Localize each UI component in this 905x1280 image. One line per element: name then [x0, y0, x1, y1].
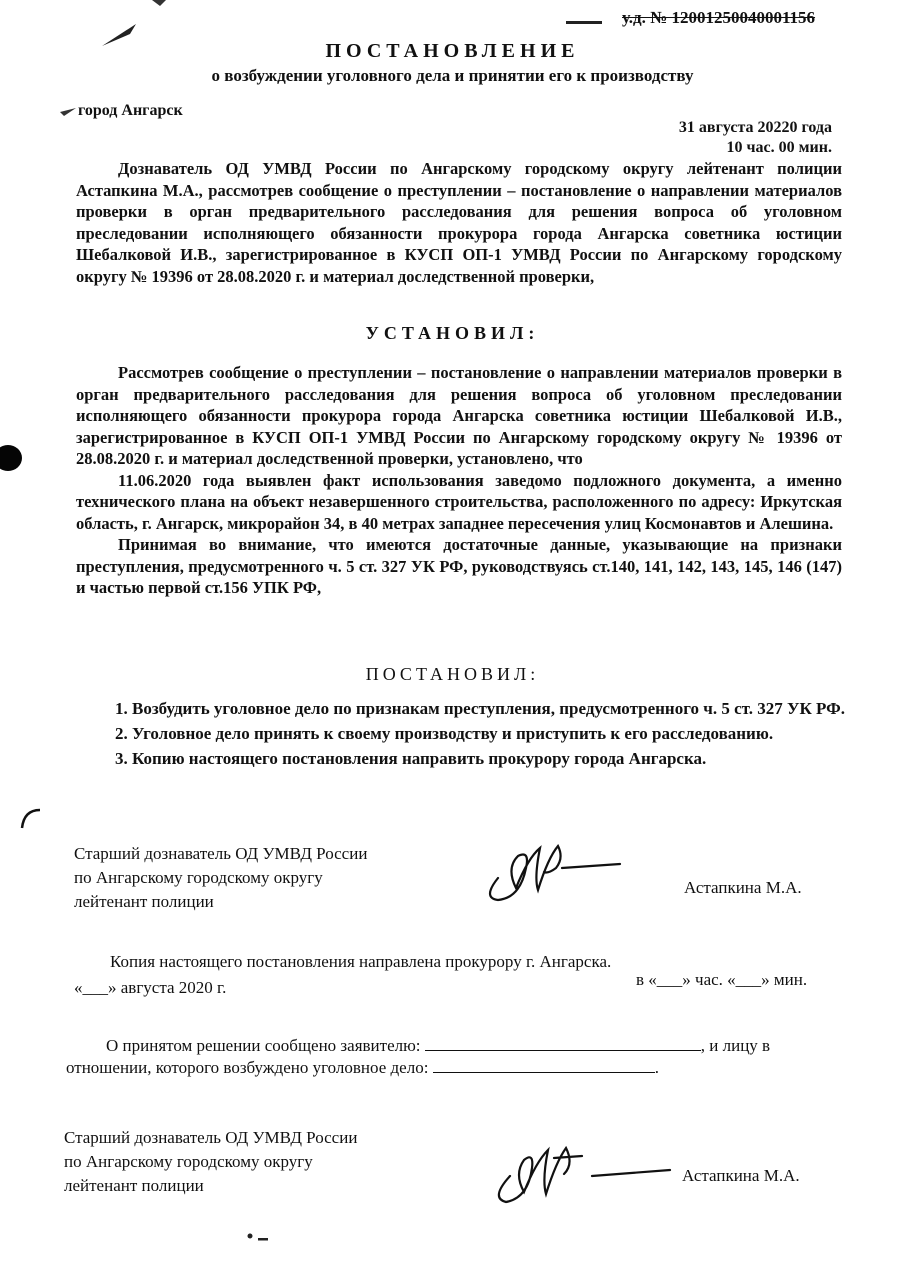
signer-position: Старший дознаватель ОД УМВД России — [64, 1128, 358, 1147]
copy-notice: Копия настоящего постановления направлена прокурору г. Ангарска. — [110, 952, 612, 971]
resolved-item: 2. Уголовное дело принять к своему производству и приступить к его расследованию. — [132, 723, 872, 745]
handwritten-signature-2 — [484, 1140, 674, 1210]
notice-text: отношении, которого возбуждено уголовное дело: — [66, 1058, 429, 1077]
person-blank — [433, 1058, 655, 1073]
signer-position: лейтенант полиции — [64, 1176, 204, 1195]
intro-paragraph: Дознаватель ОД УМВД России по Ангарскому городскому округу лейтенант полиции Астапкина М.А., рассмотрев сообщение о преступлении – постановление о направлении материалов проверки в орган предварительного расследования для решения вопроса об уголовном преследовании исполняющего обязанности прокурора города Ангарска советника юстиции Шебалковой И.В., зарегистрированное в КУСП ОП-1 УМВД России по Ангарскому городскому округу № 19396 от 28.08.2020 г. и материал доследственной проверки, — [76, 159, 842, 286]
scan-mark-dash — [566, 20, 606, 26]
notice-line-1 — [106, 1034, 846, 1058]
established-paragraph: Рассмотрев сообщение о преступлении – постановление о направлении материалов проверки в орган предварительного расследования для решения вопроса об уголовном преследовании исполняющего обязанности прокурора города Ангарска советника юстиции Шебалковой И.В., зарегистрированное в КУСП ОП-1 УМВД России по Ангарскому городскому округу № 19396 от 28.08.2020 г. и материал доследственной проверки, установлено, что — [76, 363, 842, 468]
notice-text: . — [654, 1058, 659, 1077]
scan-mark-arc — [18, 806, 48, 836]
resolved-item: 1. Возбудить уголовное дело по признакам преступления, предусмотренного ч. 5 ст. 327 УК РФ. — [132, 698, 872, 720]
document-subtitle: о возбуждении уголовного дела и принятии его к производству — [211, 66, 694, 85]
signature-block-2 — [64, 1126, 357, 1198]
signer-position: по Ангарскому городскому округу — [74, 868, 323, 887]
applicant-blank — [425, 1036, 701, 1051]
copy-time: в «___» час. «___» мин. — [636, 970, 808, 989]
established-section — [76, 362, 842, 599]
copy-date: «___» августа 2020 г. — [74, 978, 227, 997]
signer-position: Старший дознаватель ОД УМВД России — [74, 844, 368, 863]
notice-text: О принятом решении сообщено заявителю: — [106, 1036, 421, 1055]
scan-mark-top — [150, 0, 170, 10]
city: город Ангарск — [78, 102, 183, 119]
signer-name-1: Астапкина М.А. — [684, 878, 802, 897]
document-date: 31 августа 20220 года — [678, 119, 832, 136]
signer-position: лейтенант полиции — [74, 892, 214, 911]
scan-mark-left — [60, 98, 80, 118]
signer-position: по Ангарскому городскому округу — [64, 1152, 313, 1171]
resolved-heading: ПОСТАНОВИЛ: — [365, 664, 540, 684]
signature-block-1 — [74, 842, 367, 914]
notice-line-2 — [66, 1058, 659, 1078]
handwritten-signature-1 — [478, 838, 628, 908]
case-number: у.д. № 12001250040001156 — [622, 8, 816, 27]
signer-name-2: Астапкина М.А. — [682, 1166, 800, 1185]
established-heading: УСТАНОВИЛ: — [365, 323, 540, 343]
document-title: ПОСТАНОВЛЕНИЕ — [325, 40, 580, 62]
document-time: 10 час. 00 мин. — [726, 139, 832, 156]
notice-text: , и лицу в — [700, 1036, 771, 1055]
established-paragraph: Принимая во внимание, что имеются достаточные данные, указывающие на признаки преступления, предусмотренного ч. 5 ст. 327 УК РФ, руководствуясь ст.140, 141, 142, 143, 145, 146 (147) и частью первой ст.156 УПК РФ, — [76, 535, 842, 597]
punch-hole-mark — [0, 444, 24, 474]
resolved-list — [100, 698, 872, 773]
established-paragraph: 11.06.2020 года выявлен факт использования заведомо подложного документа, а именно технического плана на объект незавершенного строительства, расположенного по адресу: Иркутская область, г. Ангарск, микрорайон 34, в 40 метрах западнее пересечения улиц Космонавтов и Алешина. — [76, 470, 842, 533]
scan-mark-bottom — [246, 1232, 276, 1244]
date-time — [560, 118, 832, 158]
resolved-item: 3. Копию настоящего постановления направить прокурору города Ангарска. — [132, 748, 872, 770]
